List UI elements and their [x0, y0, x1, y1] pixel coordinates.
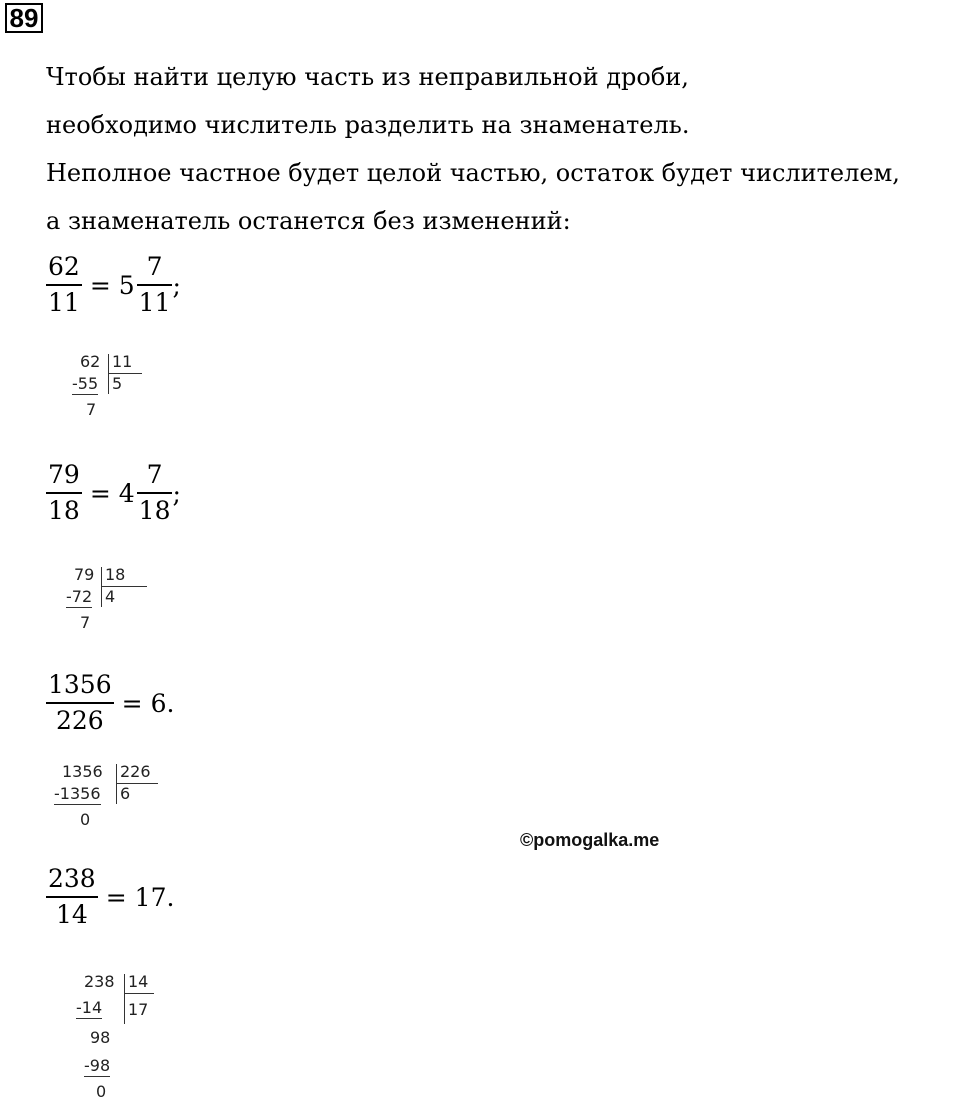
equals-sign: = [89, 270, 111, 300]
subtrahend: -72 [66, 587, 93, 606]
text-line-2: необходимо числитель разделить на знаменатель. [46, 111, 690, 139]
equation-4 [46, 862, 174, 932]
dividend: 1356 [62, 762, 103, 781]
subtrahend: -55 [72, 374, 99, 393]
result: 6. [150, 688, 175, 718]
denominator: 11 [138, 288, 171, 317]
equals-sign: = [89, 478, 111, 508]
subtrahend: -14 [76, 998, 103, 1017]
long-division-2 [66, 565, 156, 645]
equation-2 [46, 458, 181, 528]
denominator: 11 [48, 288, 80, 317]
fraction [46, 862, 98, 932]
divisor: 18 [105, 565, 126, 584]
quotient: 5 [112, 374, 123, 393]
numerator: 1356 [48, 670, 112, 699]
numerator: 7 [146, 460, 163, 489]
long-division-4 [76, 972, 166, 1102]
quotient: 17 [128, 1000, 149, 1019]
numerator: 79 [48, 460, 80, 489]
remainder: 0 [80, 810, 91, 829]
result: 17. [134, 882, 175, 912]
numerator: 7 [146, 252, 163, 281]
fraction-part [137, 250, 173, 320]
equals-sign: = [105, 882, 127, 912]
text-line-3: Неполное частное будет целой частью, остаток будет числителем, [46, 159, 900, 187]
denominator: 14 [55, 900, 88, 929]
punctuation: ; [172, 270, 181, 300]
subtrahend-2: -98 [84, 1056, 111, 1075]
fraction-part [137, 458, 173, 528]
dividend: 79 [74, 565, 95, 584]
dividend: 238 [84, 972, 115, 991]
divisor: 226 [120, 762, 151, 781]
whole-part: 5 [118, 270, 135, 300]
long-division-1 [72, 352, 152, 432]
quotient: 4 [105, 587, 116, 606]
numerator: 238 [48, 864, 96, 893]
text-line-1: Чтобы найти целую часть из неправильной дроби, [46, 63, 689, 91]
denominator: 18 [48, 496, 80, 525]
watermark: ©pomogalka.me [520, 830, 660, 850]
quotient: 6 [120, 784, 131, 803]
equals-sign: = [121, 688, 143, 718]
fraction [46, 250, 82, 320]
divisor: 14 [128, 972, 149, 991]
long-division-3 [54, 762, 164, 842]
denominator: 226 [55, 706, 104, 735]
numerator: 62 [48, 252, 80, 281]
problem-number: 89 [5, 3, 43, 33]
remainder: 7 [80, 613, 91, 632]
denominator: 18 [138, 496, 171, 525]
remainder: 0 [96, 1082, 107, 1101]
equation-1 [46, 250, 181, 320]
fraction [46, 668, 114, 738]
punctuation: ; [172, 478, 181, 508]
whole-part: 4 [118, 478, 135, 508]
dividend: 62 [80, 352, 101, 371]
equation-3 [46, 668, 174, 738]
intermediate: 98 [90, 1028, 111, 1047]
subtrahend: -1356 [54, 784, 101, 803]
fraction [46, 458, 82, 528]
divisor: 11 [112, 352, 133, 371]
remainder: 7 [86, 400, 97, 419]
text-line-4: а знаменатель останется без изменений: [46, 207, 571, 235]
